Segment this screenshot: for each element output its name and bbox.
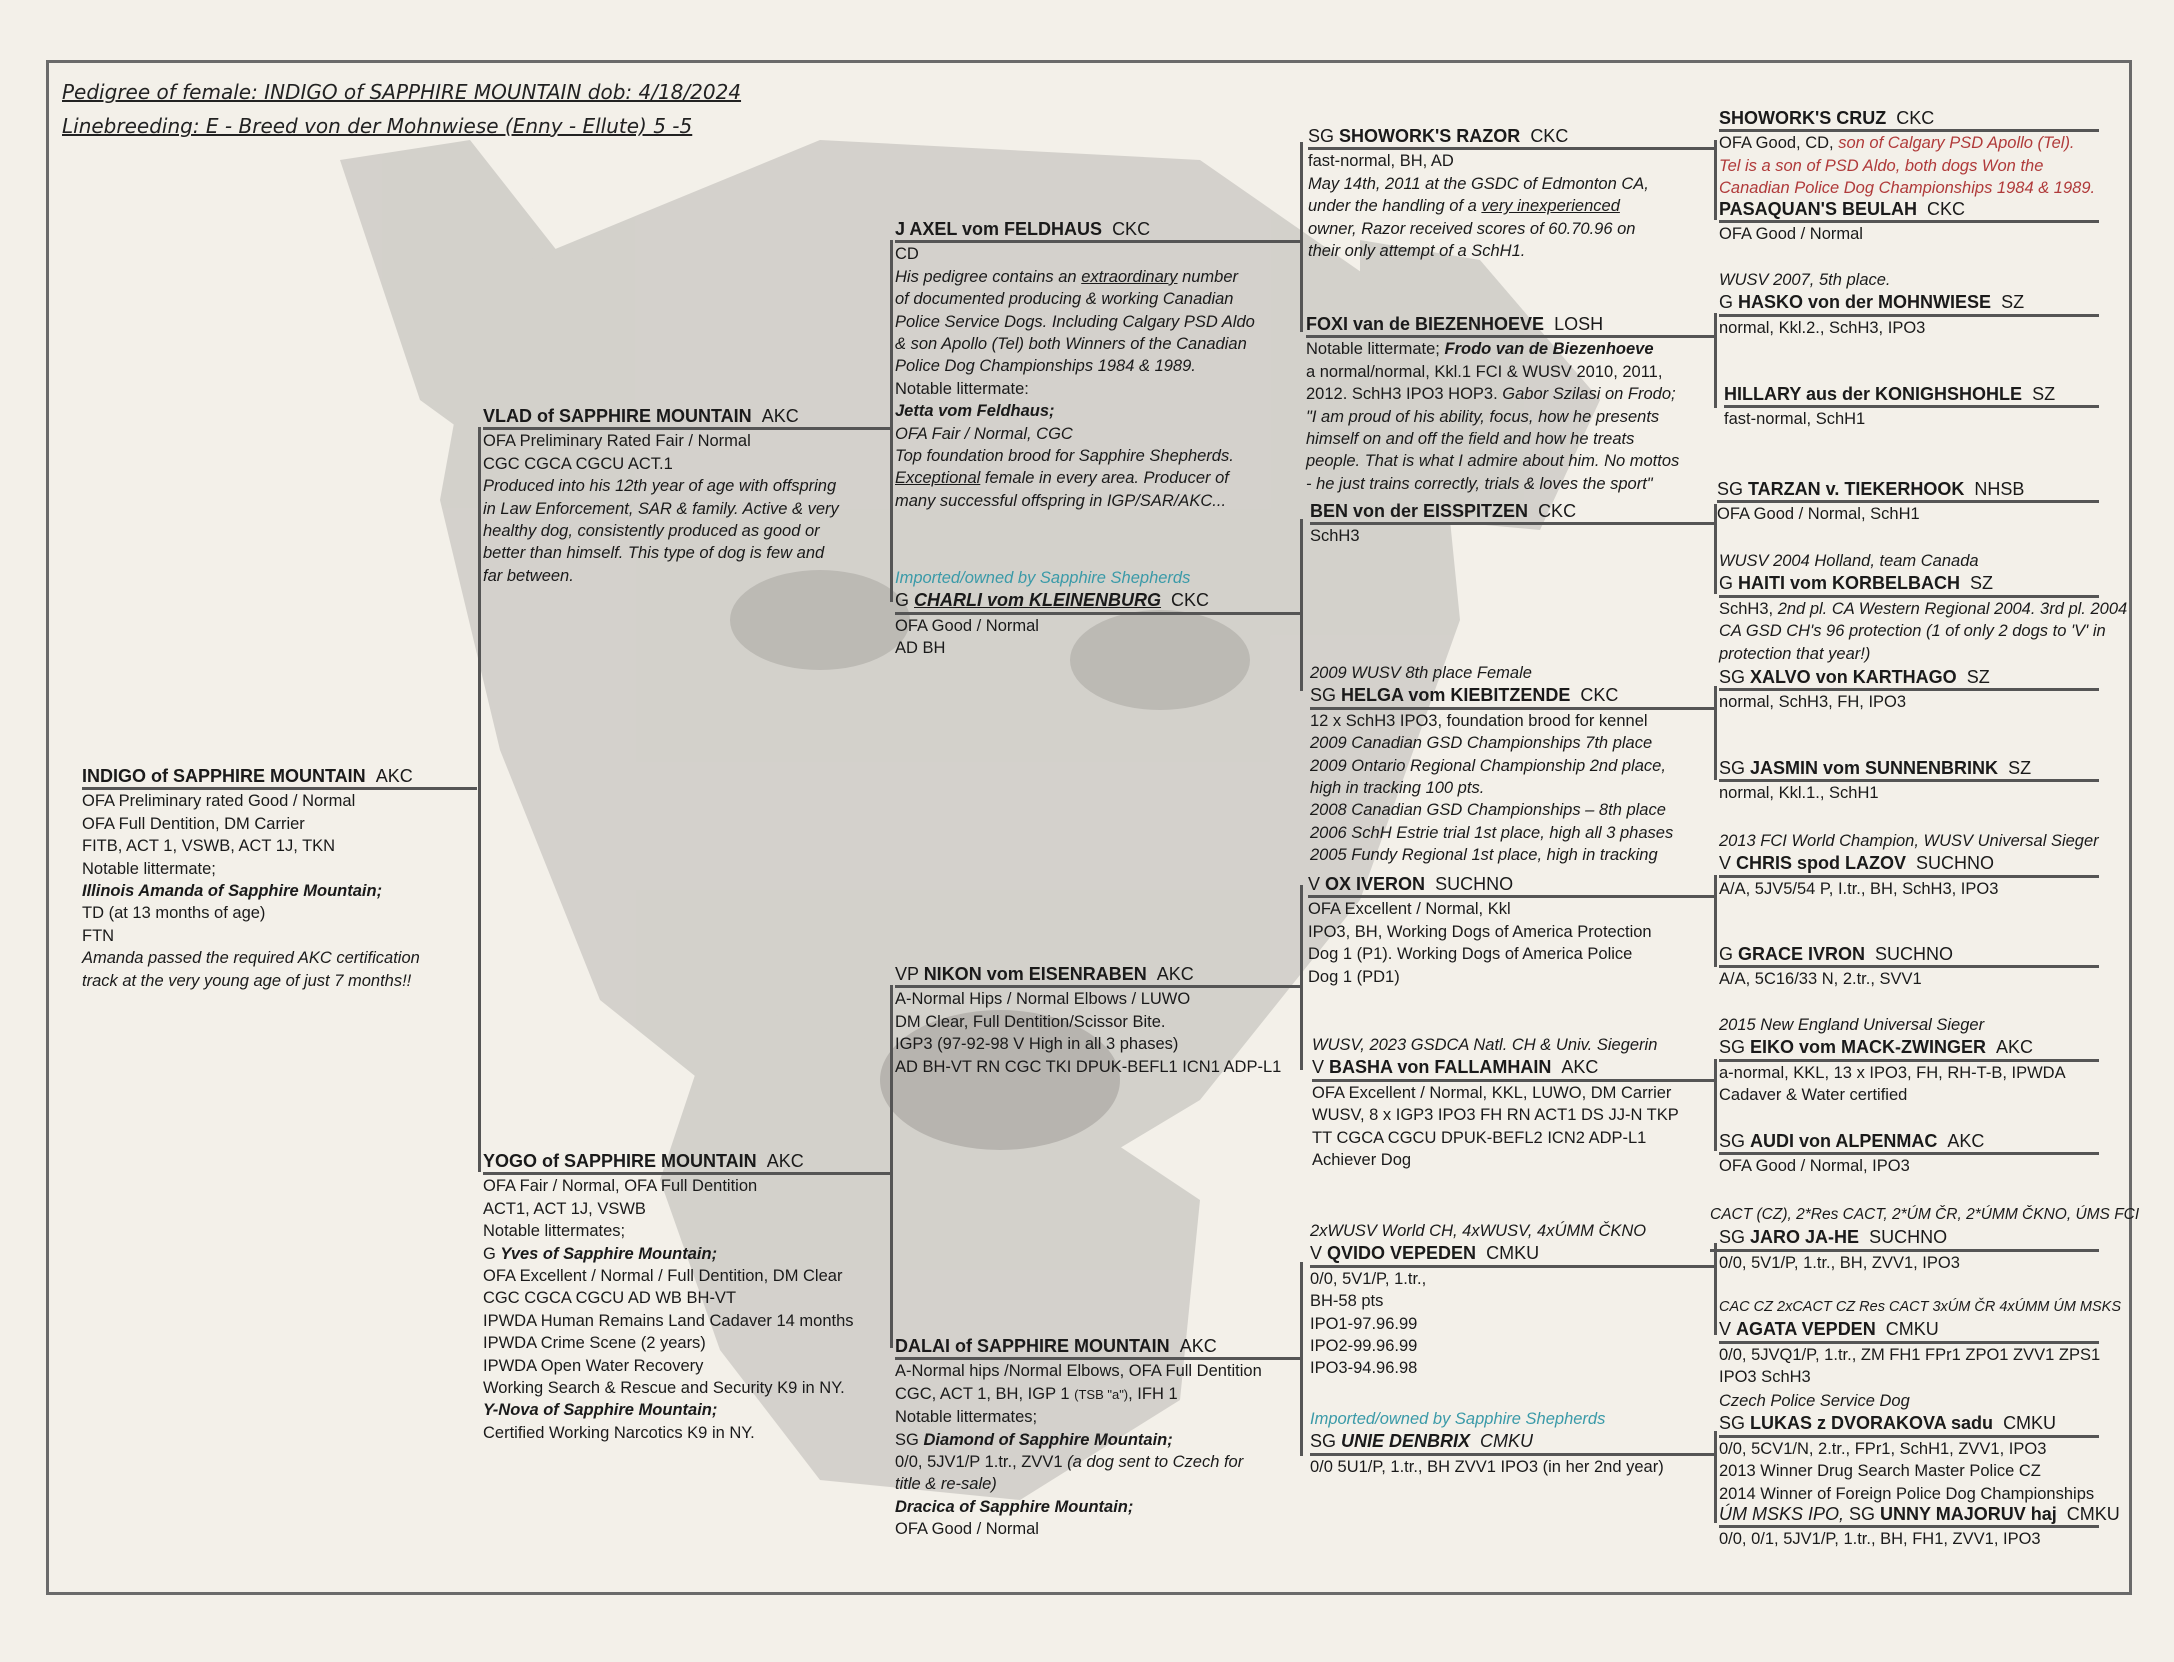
dog-name: V CHRIS spod LAZOV SUCHNO [1719,852,2099,877]
dog-nikon: VP NIKON vom EISENRABEN AKC A-Normal Hips / Normal Elbows / LUWO DM Clear, Full Dentition/Scissor Bite. IGP3 (97-92-98 V High in all 3 phases) AD BH-VT RN CGC TKI DPUK-BEFL1 ICN1 ADP-L1 [895,963,1303,1078]
dog-name: PASAQUAN'S BEULAH CKC [1719,198,2099,223]
dog-name: SG JASMIN vom SUNNENBRINK SZ [1719,757,2099,782]
dog-name: DALAI of SAPPHIRE MOUNTAIN AKC [895,1335,1303,1360]
dog-name: SG XALVO von KARTHAGO SZ [1719,666,2099,691]
dog-eiko: 2015 New England Universal Sieger SG EIKO vom MACK-ZWINGER AKC a-normal, KKL, 13 x IPO3, FH, RH-T-B, IPWDA Cadaver & Water certified [1719,1014,2099,1107]
bracket-line [478,427,481,1172]
dog-jaro: CACT (CZ), 2*Res CACT, 2*ÚM ČR, 2*ÚMM ČKNO, ÚMS FCI SG JARO JA-HE SUCHNO 0/0, 5V1/P, 1.tr., BH, ZVV1, IPO3 [1710,1206,2140,1272]
dog-name: G HAITI vom KORBELBACH SZ [1719,572,2099,597]
dog-xalvo: SG XALVO von KARTHAGO SZ normal, SchH3, FH, IPO3 [1719,666,2099,714]
dog-agata: CAC CZ 2xCACT CZ Res CACT 3xÚM ČR 4xÚMM ÚM MSKS V AGATA VEPDEN CMKU 0/0, 5JVQ1/P, 1.tr., ZM FH1 FPr1 ZPO1 ZVV1 ZPS1 IPO3 SchH3 [1719,1299,2121,1387]
dog-name: V BASHA von FALLAMHAIN AKC [1312,1056,1716,1081]
dog-jasmin: SG JASMIN vom SUNNENBRINK SZ normal, Kkl.1., SchH1 [1719,757,2099,805]
dog-cruz: SHOWORK'S CRUZ CKC OFA Good, CD, son of Calgary PSD Apollo (Tel). Tel is a son of PSD Aldo, both dogs Won the Canadian Police Dog Championships 1984 & 1989. [1719,107,2099,200]
dog-haiti: WUSV 2004 Holland, team Canada G HAITI vom KORBELBACH SZ SchH3, 2nd pl. CA Western Regional 2004. 3rd pl. 2004 CA GSD CH's 96 protection (1 of only 2 dogs to 'V' in protection that year!) [1719,552,2128,663]
dog-dalai: DALAI of SAPPHIRE MOUNTAIN AKC A-Normal hips /Normal Elbows, OFA Full Dentition CGC, ACT 1, BH, IGP 1 (TSB "a"), IFH 1 Notable littermates; SG Diamond of Sapphire Mountain; 0/0, 5JV1/P 1.tr., ZVV1 (a dog sent to Czech for title & re-sale) Dracica of Sapphire Mountain; OFA Good / Normal [895,1335,1303,1541]
dog-tarzan: SG TARZAN v. TIEKERHOOK NHSB OFA Good / Normal, SchH1 [1717,478,2099,526]
dog-name: INDIGO of SAPPHIRE MOUNTAIN AKC [82,765,477,790]
bracket-line [890,985,893,1348]
dog-audi: SG AUDI von ALPENMAC AKC OFA Good / Normal, IPO3 [1719,1130,2099,1178]
dog-name: SG HELGA vom KIEBITZENDE CKC [1310,684,1716,709]
dog-indigo: INDIGO of SAPPHIRE MOUNTAIN AKC OFA Preliminary rated Good / Normal OFA Full Dentition, DM Carrier FITB, ACT 1, VSWB, ACT 1J, TKN Notable littermate; Illinois Amanda of Sapphire Mountain; TD (at 13 months of age) FTN Amanda passed the required AKC certification track at the very young age of just 7 months!! [82,765,477,992]
dog-name: SHOWORK'S CRUZ CKC [1719,107,2099,132]
dog-name: BEN von der EISSPITZEN CKC [1310,500,1716,525]
dog-name: G HASKO von der MOHNWIESE SZ [1719,291,2099,316]
dog-name: SG AUDI von ALPENMAC AKC [1719,1130,2099,1155]
dog-name: G CHARLI vom KLEINENBURG CKC [895,589,1303,614]
dog-name: ÚM MSKS IPO, SG UNNY MAJORUV haj CMKU [1719,1503,2099,1528]
dog-hillary: HILLARY aus der KONIGHSHOHLE SZ fast-normal, SchH1 [1724,383,2099,431]
dog-name: HILLARY aus der KONIGHSHOHLE SZ [1724,383,2099,408]
dog-name: SG EIKO vom MACK-ZWINGER AKC [1719,1036,2099,1061]
dog-name: SG JARO JA-HE SUCHNO [1710,1226,2099,1251]
dog-name: FOXI van de BIEZENHOEVE LOSH [1306,313,1716,338]
bracket-line [890,240,893,602]
dog-unie: Imported/owned by Sapphire Shepherds SG UNIE DENBRIX CMKU 0/0 5U1/P, 1.tr., BH ZVV1 IPO3 (in her 2nd year) [1310,1408,1716,1478]
dog-name: V QVIDO VEPEDEN CMKU [1310,1242,1716,1267]
dog-chris: 2013 FCI World Champion, WUSV Universal Sieger V CHRIS spod LAZOV SUCHNO A/A, 5JV5/54 P, I.tr., BH, SchH3, IPO3 [1719,832,2099,898]
dog-foxi: FOXI van de BIEZENHOEVE LOSH Notable littermate; Frodo van de Biezenhoeve a normal/normal, Kkl.1 FCI & WUSV 2010, 2011, 2012. SchH3 IPO3 HOP3. Gabor Szilasi on Frodo; "I am proud of his ability, focus, how he presents himself on and off the field and how he treats people. That is what I admire about him. No mottos - he just trains correctly, trials & loves the sport" [1306,313,1716,495]
dog-charli: Imported/owned by Sapphire Shepherds G CHARLI vom KLEINENBURG CKC OFA Good / Normal AD BH [895,567,1303,660]
dog-hasko: WUSV 2007, 5th place. G HASKO von der MOHNWIESE SZ normal, Kkl.2., SchH3, IPO3 [1719,269,2099,339]
dog-name: SG UNIE DENBRIX CMKU [1310,1430,1716,1455]
dog-name: SG TARZAN v. TIEKERHOOK NHSB [1717,478,2099,503]
dog-unny: ÚM MSKS IPO, SG UNNY MAJORUV haj CMKU 0/0, 0/1, 5JV1/P, 1.tr., BH, FH1, ZVV1, IPO3 [1719,1504,2120,1549]
dog-name: YOGO of SAPPHIRE MOUNTAIN AKC [483,1150,890,1175]
dog-lukas: Czech Police Service Dog SG LUKAS z DVORAKOVA sadu CMKU 0/0, 5CV1/N, 2.tr., FPr1, SchH1, ZVV1, IPO3 2013 Winner Drug Search Master Police CZ 2014 Winner of Foreign Police Dog Championships [1719,1390,2099,1505]
dog-name: SG SHOWORK'S RAZOR CKC [1308,125,1716,150]
dog-yogo: YOGO of SAPPHIRE MOUNTAIN AKC OFA Fair / Normal, OFA Full Dentition ACT1, ACT 1J, VSWB Notable littermates; G Yves of Sapphire Mountain; OFA Excellent / Normal / Full Dentition, DM Clear CGC CGCA CGCU AD WB BH-VT IPWDA Human Remains Land Cadaver 14 months IPWDA Crime Scene (2 years) IPWDA Open Water Recovery Working Search & Rescue and Security K9 in NY. Y-Nova of Sapphire Mountain; Certified Working Narcotics K9 in NY. [483,1150,890,1444]
dog-beulah: PASAQUAN'S BEULAH CKC OFA Good / Normal [1719,198,2099,246]
dog-razor: SG SHOWORK'S RAZOR CKC fast-normal, BH, AD May 14th, 2011 at the GSDC of Edmonton CA, under the handling of a very inexperienced owner, Razor received scores of 60.70.96 on their only attempt of a SchH1. [1308,125,1716,262]
dog-name: SG LUKAS z DVORAKOVA sadu CMKU [1719,1412,2099,1437]
dog-axel: J AXEL vom FELDHAUS CKC CD His pedigree contains an extraordinary number of documented producing & working Canadian Police Service Dogs. Including Calgary PSD Aldo & son Apollo (Tel) both Winners of the Canadian Police Dog Championships 1984 & 1989. Notable littermate: Jetta vom Feldhaus; OFA Fair / Normal, CGC Top foundation brood for Sapphire Shepherds. Exceptional female in every area. Producer of many successful offspring in IGP/SAR/AKC... [895,218,1303,512]
dog-grace: G GRACE IVRON SUCHNO A/A, 5C16/33 N, 2.tr., SVV1 [1719,943,2099,991]
dog-name: G GRACE IVRON SUCHNO [1719,943,2099,968]
dog-basha: WUSV, 2023 GSDCA Natl. CH & Univ. Siegerin V BASHA von FALLAMHAIN AKC OFA Excellent / Normal, KKL, LUWO, DM Carrier WUSV, 8 x IGP3 IPO3 FH RN ACT1 DS JJ-N TKP TT CGCA CGCU DPUK-BEFL2 ICN2 ADP-L1 Achiever Dog [1312,1034,1716,1171]
dog-helga: 2009 WUSV 8th place Female SG HELGA vom KIEBITZENDE CKC 12 x SchH3 IPO3, foundation brood for kennel 2009 Canadian GSD Championships 7th place 2009 Ontario Regional Championship 2nd place, high in tracking 100 pts. 2008 Canadian GSD Championships – 8th place 2006 SchH Estrie trial 1st place, high all 3 phases 2005 Fundy Regional 1st place, high in tracking [1310,662,1716,867]
dog-name: J AXEL vom FELDHAUS CKC [895,218,1303,243]
dog-name: VLAD of SAPPHIRE MOUNTAIN AKC [483,405,890,430]
dog-ox: V OX IVERON SUCHNO OFA Excellent / Normal, Kkl IPO3, BH, Working Dogs of America Protection Dog 1 (P1). Working Dogs of America Police Dog 1 (PD1) [1308,873,1716,988]
linebreeding-note: Linebreeding: E - Breed von der Mohnwiese (Enny - Ellute) 5 -5 [62,114,693,138]
dog-ben: BEN von der EISSPITZEN CKC SchH3 [1310,500,1716,548]
dog-qvido: 2xWUSV World CH, 4xWUSV, 4xÚMM ČKNO V QVIDO VEPEDEN CMKU 0/0, 5V1/P, 1.tr., BH-58 pts IPO1-97.96.99 IPO2-99.96.99 IPO3-94.96.98 [1310,1220,1716,1380]
dog-name: V OX IVERON SUCHNO [1308,873,1716,898]
dog-name: V AGATA VEPDEN CMKU [1719,1318,2099,1343]
dog-name: VP NIKON vom EISENRABEN AKC [895,963,1303,988]
pedigree-header: Pedigree of female: INDIGO of SAPPHIRE MOUNTAIN dob: 4/18/2024 [62,80,742,104]
dog-vlad: VLAD of SAPPHIRE MOUNTAIN AKC OFA Preliminary Rated Fair / Normal CGC CGCA CGCU ACT.1 Produced into his 12th year of age with offspring in Law Enforcement, SAR & family. Active & very healthy dog, consistently produced as good or better than himself. This type of dog is few and far between. [483,405,890,587]
